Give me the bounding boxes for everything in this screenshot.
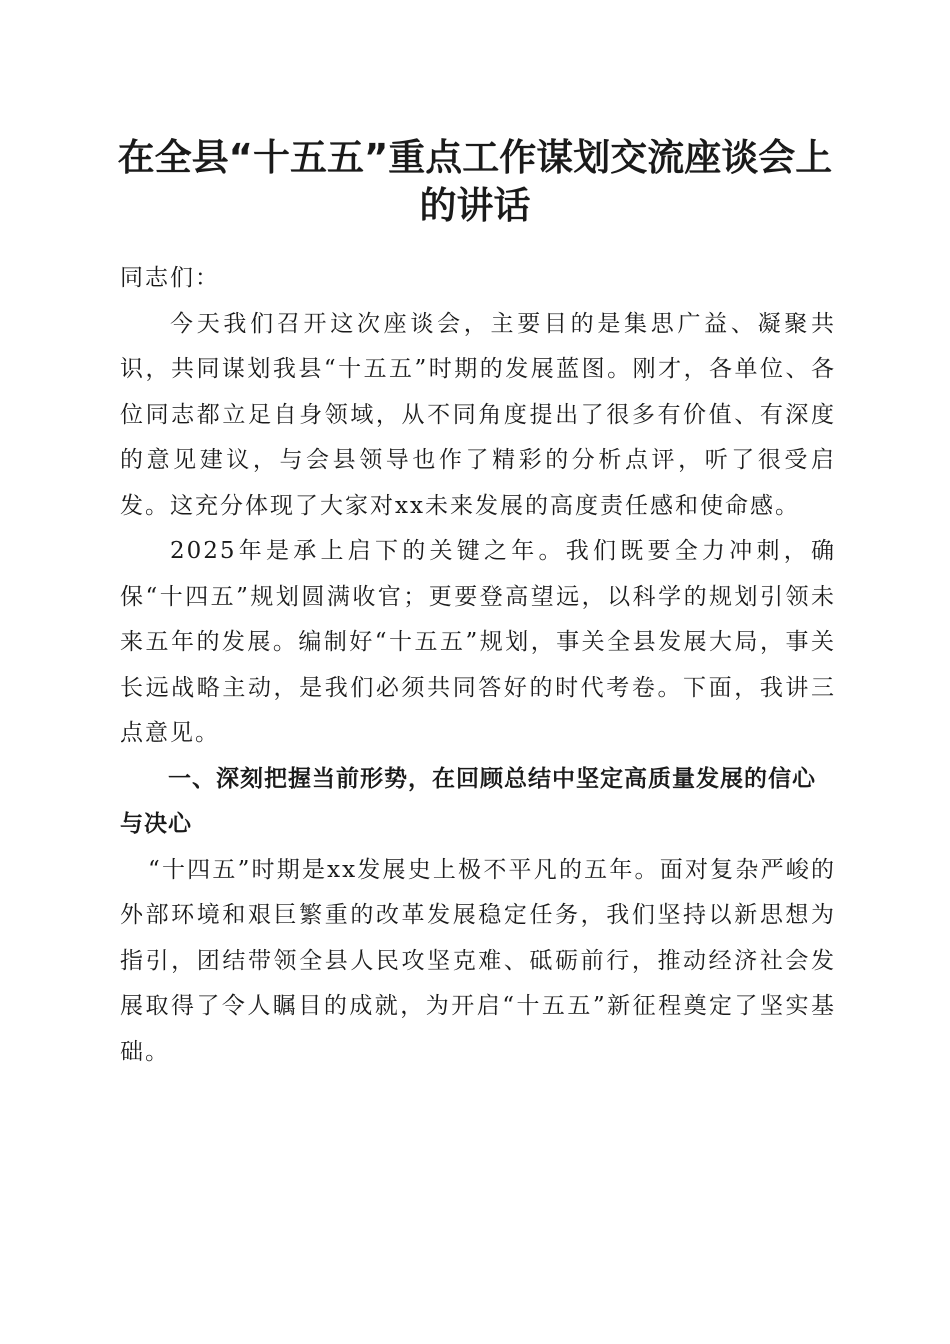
- paragraph-1: 今天我们召开这次座谈会，主要目的是集思广益、凝聚共识，共同谋划我县“十五五”时期的发展蓝图。刚才，各单位、各位同志都立足自身领域，从不同角度提出了很多有价值、有深度的意见建议，与会县领导也作了精彩的分析点评，听了很受启发。这充分体现了大家对xx未来发展的高度责任感和使命感。: [120, 310, 836, 519]
- section-heading-1: 一、深刻把握当前形势，在回顾总结中坚定高质量发展的信心与决心: [120, 765, 816, 837]
- document-title: [0, 134, 950, 230]
- section-1-paragraph: “十四五”时期是xx发展史上极不平凡的五年。面对复杂严峻的外部环境和艰巨繁重的改革发展稳定任务，我们坚持以新思想为指引，团结带领全县人民攻坚克难、砥砺前行，推动经济社会发展取得了令人瞩目的成就，为开启“十五五”新征程奠定了坚实基础。: [120, 856, 836, 1065]
- paragraph-2: 2025年是承上启下的关键之年。我们既要全力冲刺，确保“十四五”规划圆满收官；更要登高望远，以科学的规划引领未来五年的发展。编制好“十五五”规划，事关全县发展大局，事关长远战略主动，是我们必须共同答好的时代考卷。下面，我讲三点意见。: [120, 538, 836, 746]
- title-line-1: 在全县“十五五”重点工作谋划交流座谈会上: [117, 136, 833, 179]
- title-line-2: 的讲话: [419, 184, 531, 227]
- document-body: [120, 256, 836, 1075]
- salutation: 同志们：: [120, 265, 220, 291]
